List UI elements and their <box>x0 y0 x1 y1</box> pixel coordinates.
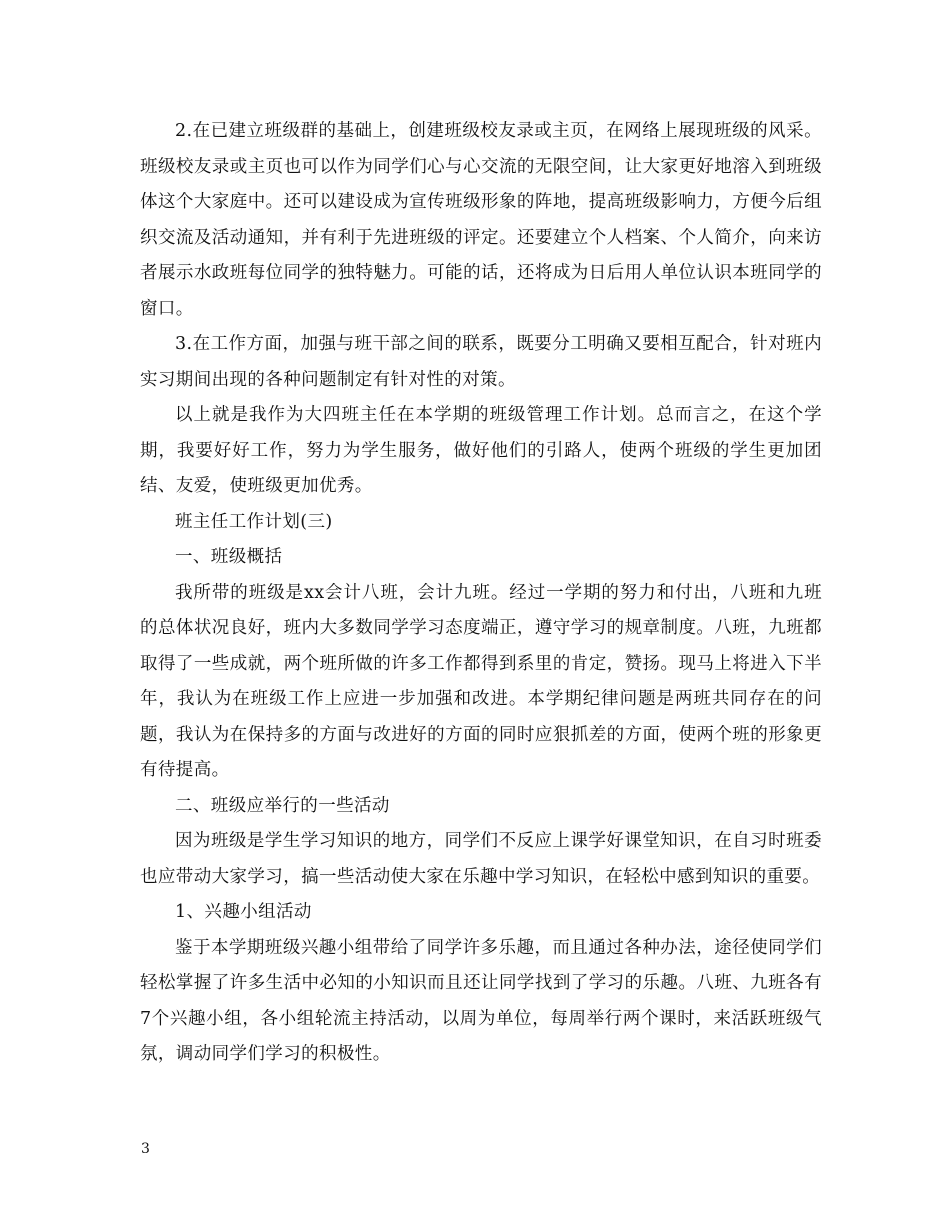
paragraph-class-activities: 因为班级是学生学习知识的地方，同学们不反应上课学好课堂知识，在自习时班委也应带动大家学习，搞一些活动使大家在乐趣中学习知识，在轻松中感到知识的重要。 <box>140 831 822 887</box>
document-body <box>140 114 822 1073</box>
page-number: 3 <box>141 1141 150 1157</box>
paragraph-class-homepage: 2.在已建立班级群的基础上，创建班级校友录或主页，在网络上展现班级的风采。班级校友录或主页也可以作为同学们心与心交流的无限空间，让大家更好地溶入到班级体这个大家庭中。还可以建设成为宣传班级形象的阵地，提高班级影响力，方便今后组织交流及活动通知，并有利于先进班级的评定。还要建立个人档案、个人简介，向来访者展示水政班每位同学的独特魅力。可能的话，还将成为日后用人单位认识本班同学的窗口。 <box>140 121 822 319</box>
heading-class-activities: 二、班级应举行的一些活动 <box>175 795 390 816</box>
paragraph-work-aspect: 3.在工作方面，加强与班干部之间的联系，既要分工明确又要相互配合，针对班内实习期间出现的各种问题制定有针对性的对策。 <box>140 334 822 390</box>
heading-interest-groups: 1、兴趣小组活动 <box>175 902 312 922</box>
section-title-plan-three: 班主任工作计划(三) <box>175 511 333 532</box>
paragraph-class-overview: 我所带的班级是xx会计八班，会计九班。经过一学期的努力和付出，八班和九班的总体状况良好，班内大多数同学学习态度端正，遵守学习的规章制度。八班，九班都取得了一些成就，两个班所做的许多工作都得到系里的肯定，赞扬。现马上将进入下半年，我认为在班级工作上应进一步加强和改进。本学期纪律问题是两班共同存在的问题，我认为在保持多的方面与改进好的方面的同时应狠抓差的方面，使两个班的形象更有待提高。 <box>140 582 822 780</box>
paragraph-summary: 以上就是我作为大四班主任在本学期的班级管理工作计划。总而言之，在这个学期，我要好好工作，努力为学生服务，做好他们的引路人，使两个班级的学生更加团结、友爱，使班级更加优秀。 <box>140 405 822 496</box>
paragraph-interest-groups: 鉴于本学期班级兴趣小组带给了同学许多乐趣，而且通过各种办法，途径使同学们轻松掌握了许多生活中必知的小知识而且还让同学找到了学习的乐趣。八班、九班各有7个兴趣小组，各小组轮流主持活动，以周为单位，每周举行两个课时，来活跃班级气氛，调动同学们学习的积极性。 <box>140 937 822 1064</box>
heading-class-overview: 一、班级概括 <box>175 547 283 567</box>
